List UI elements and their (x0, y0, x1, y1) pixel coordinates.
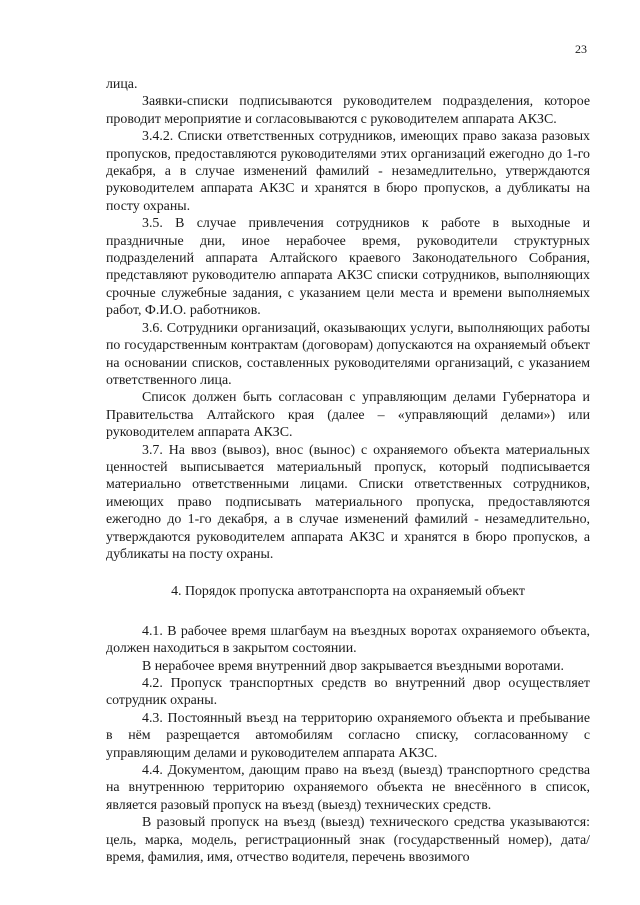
paragraphs-before-section (106, 76, 590, 563)
paragraphs-after-section (106, 623, 590, 867)
document-body (106, 76, 590, 866)
paragraph: 4.2. Пропуск транспортных средств во внутренний двор осуществляет сотрудник охраны. (106, 676, 590, 709)
section-heading: 4. Порядок пропуска автотранспорта на охраняемый объект (171, 584, 525, 600)
paragraph: 4.1. В рабочее время шлагбаум на въездных воротах охраняемого объекта, должен находиться в закрытом состоянии. (106, 623, 590, 657)
paragraph: В разовый пропуск на въезд (выезд) технического средства указываются: цель, марка, модель, регистрационный знак (государственный номер), дата/время, фамилия, имя, отчество водителя, перечень ввозимого (106, 815, 590, 866)
paragraph: 4.4. Документом, дающим право на въезд (выезд) транспортного средства на внутреннюю территорию охраняемого объекта не внесённого в список, является разовый пропуск на въезд (выезд) технических средств. (106, 763, 590, 813)
paragraph: 4.3. Постоянный въезд на территорию охраняемого объекта и пребывание в нём разрещается автомобилям согласно списку, согласованному с управляющим делами и руководителем аппарата АКЗС. (106, 710, 590, 761)
paragraph: 3.4.2. Списки ответственных сотрудников, имеющих право заказа разовых пропусков, предоставляются руководителями этих организаций ежегодно до 1-го декабря, а в случае изменений фамилий - незамедлительно, утверждаются руководителем аппарата АКЗС и хранятся в бюро пропусков, а дубликаты на посту охраны. (106, 129, 590, 214)
paragraph: 3.7. На ввоз (вывоз), внос (вынос) с охраняемого объекта материальных ценностей выписывается материальный пропуск, который подписывается материально ответственными лицами. Списки ответственных сотрудников, имеющих право подписывать материального пропуска, предоставляются ежегодно до 1-го декабря, а в случае изменений фамилий - незамедлительно, утверждаются руководителем аппарата АКЗС и хранятся в бюро пропусков, а дубликаты на посту охраны. (106, 442, 590, 562)
paragraph: Список должен быть согласован с управляющим делами Губернатора и Правительства Алтайского края (далее – «управляющий делами») или руководителем аппарата АКЗС. (106, 390, 590, 441)
paragraph: Заявки-списки подписываются руководителем подразделения, которое проводит мероприятие и согласовываются с руководителем аппарата АКЗС. (106, 94, 590, 127)
paragraph: 3.5. В случае привлечения сотрудников к работе в выходные и праздничные дни, иное нерабочее время, руководители структурных подразделений аппарата Алтайского краевого Законодательного Собрания, представляют руководителю аппарата АКЗС списки сотрудников, выполняющих срочные служебные задания, с указанием цели места и времени выполняемых работ, Ф.И.О. работников. (106, 216, 590, 319)
paragraph: лица. (106, 77, 138, 92)
paragraph: В нерабочее время внутренний двор закрывается въездными воротами. (142, 658, 564, 674)
page-number: 23 (575, 42, 587, 56)
paragraph: 3.6. Сотрудники организаций, оказывающих услуги, выполняющих работы по государственным контрактам (договорам) допускаются на охраняемый объект на основании списков, составленных руководителями организаций, с указанием ответственного лица. (106, 320, 590, 388)
